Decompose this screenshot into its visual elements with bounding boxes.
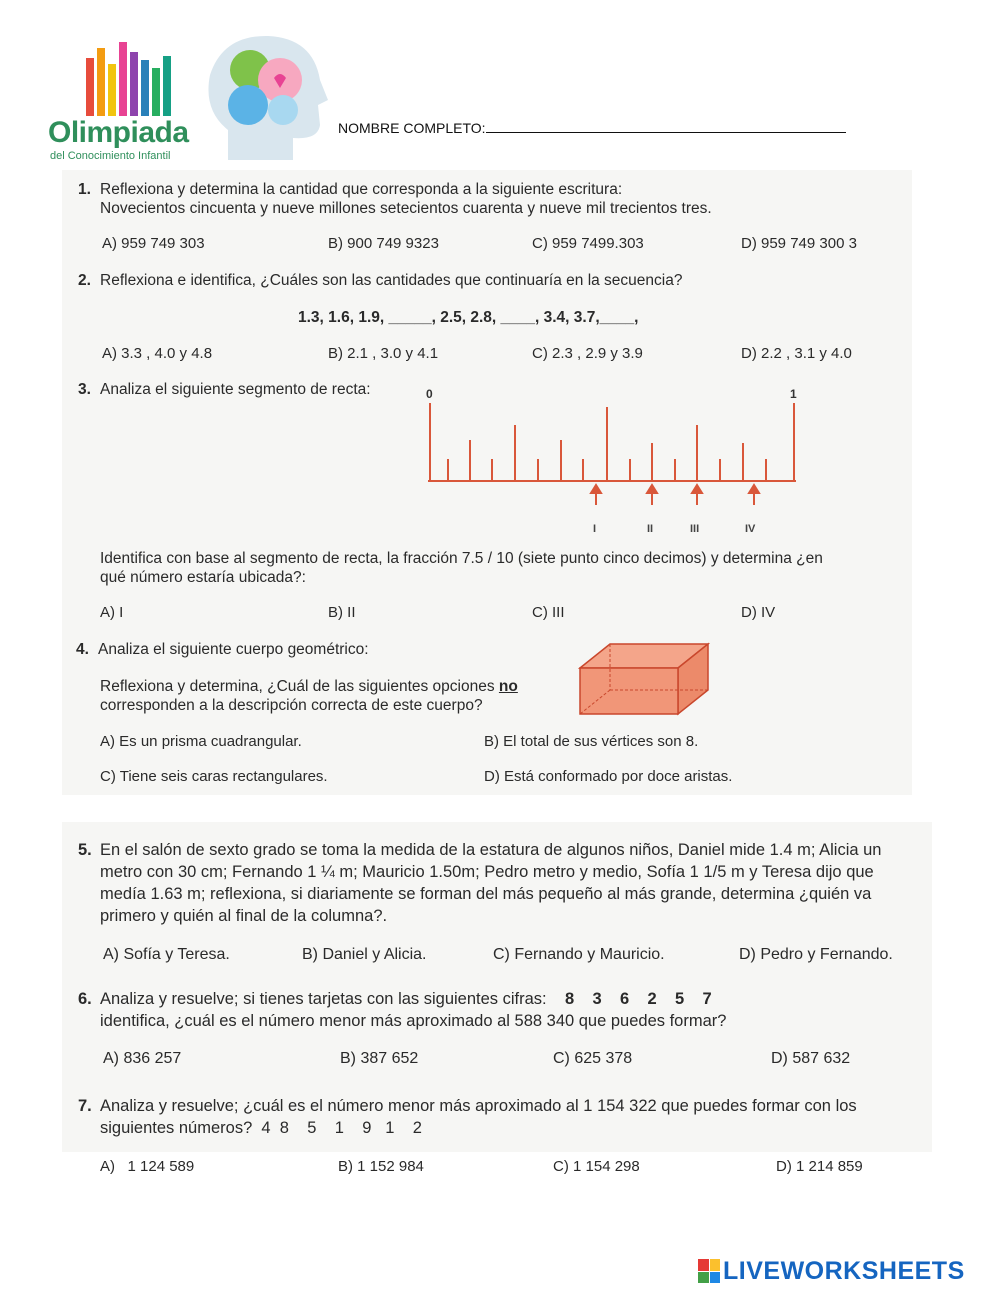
option-d[interactable]: D) Pedro y Fernando. <box>739 946 893 963</box>
logo-subtitle: del Conocimiento Infantil <box>50 150 171 162</box>
option-b[interactable]: B) 900 749 9323 <box>328 235 439 252</box>
question-text: Reflexiona y determina la cantidad que corresponda a la siguiente escritura: <box>100 181 623 198</box>
name-input[interactable] <box>486 118 846 133</box>
question-1 <box>78 180 712 218</box>
option-d[interactable]: D) 1 214 859 <box>776 1158 863 1175</box>
number-sequence: 1.3, 1.6, 1.9, _____, 2.5, 2.8, ____, 3.4, 3.7,____, <box>298 309 639 326</box>
marker-iv: IV <box>745 523 756 535</box>
head-profile-icon <box>198 30 333 165</box>
option-a[interactable]: A) 1 124 589 <box>100 1158 195 1175</box>
option-b[interactable]: B) 2.1 , 3.0 y 4.1 <box>328 345 439 362</box>
option-d[interactable]: D) Está conformado por doce aristas. <box>484 768 733 785</box>
question-number: 6. <box>78 990 92 1008</box>
question-3-prompt: Identifica con base al segmento de recta, la fracción 7.5 / 10 (siete punto cinco decimos) y determina ¿en qué número estaría ubicada?: <box>100 550 823 586</box>
option-a[interactable]: A) 959 749 303 <box>102 235 205 252</box>
option-d[interactable]: D) IV <box>741 604 776 621</box>
digit-cards: 8 3 6 2 5 7 <box>564 990 712 1008</box>
option-c[interactable]: C) 959 7499.303 <box>532 235 644 252</box>
number-line-diagram <box>418 385 818 540</box>
line-start-label: 0 <box>426 387 433 401</box>
option-c[interactable]: C) 2.3 , 2.9 y 3.9 <box>532 345 643 362</box>
brand-name: LIVEWORKSHEETS <box>723 1256 965 1285</box>
question-number: 3. <box>78 381 91 398</box>
question-number: 5. <box>78 841 92 859</box>
question-3 <box>78 380 371 399</box>
question-number: 1. <box>78 181 91 198</box>
question-number: 2. <box>78 272 91 289</box>
option-a[interactable]: A) 836 257 <box>103 1050 182 1067</box>
option-d[interactable]: D) 959 749 300 3 <box>741 235 857 252</box>
question-4-prompt: Reflexiona y determina, ¿Cuál de las siguientes opciones no corresponden a la descripción correcta de este cuerpo? <box>100 678 518 714</box>
option-c[interactable]: C) Fernando y Mauricio. <box>493 946 665 963</box>
question-6: 6. Analiza y resuelve; si tienes tarjetas con las siguientes cifras: 8 3 6 2 5 7 identifica, ¿cuál es el número menor más aproximado al 588 340 que puedes formar? <box>78 990 727 1030</box>
question-text: Analiza el siguiente segmento de recta: <box>100 381 371 398</box>
question-5: 5. En el salón de sexto grado se toma la medida de la estatura de algunos niños, Daniel mide 1.4 m; Alicia un metro con 30 cm; Fernando 1 ¼ m; Mauricio 1.50m; Pedro metro y medio, Sofía 1 1/5 m y Teresa dijo que medía 1.63 m; reflexiona, si diariamente se forman del más pequeño al más grande, determina ¿quién va primero y quién al final de la columna?. <box>78 841 882 925</box>
question-4 <box>76 640 369 659</box>
option-b[interactable]: B) 1 152 984 <box>338 1158 424 1175</box>
option-b[interactable]: B) El total de sus vértices son 8. <box>484 733 699 750</box>
live-badge-icon <box>698 1259 720 1283</box>
option-a[interactable]: A) I <box>100 604 124 621</box>
book-spines-icon <box>48 38 193 118</box>
option-b[interactable]: B) Daniel y Alicia. <box>302 946 427 963</box>
question-text-2: Novecientos cincuenta y nueve millones setecientos cuarenta y nueve mil trecientos tres. <box>100 200 712 217</box>
marker-ii: II <box>647 523 654 535</box>
option-c[interactable]: C) 1 154 298 <box>553 1158 640 1175</box>
name-label: NOMBRE COMPLETO: <box>338 120 486 136</box>
option-a[interactable]: A) Es un prisma cuadrangular. <box>100 733 302 750</box>
question-text: Reflexiona e identifica, ¿Cuáles son las cantidades que continuaría en la secuencia? <box>100 272 683 289</box>
question-number: 4. <box>76 641 89 658</box>
emphasis-no: no <box>498 678 518 695</box>
olimpiada-logo <box>48 38 193 168</box>
rectangular-prism-figure <box>576 640 716 718</box>
logo-title: Olimpiada <box>48 116 189 149</box>
marker-iii: III <box>690 523 700 535</box>
option-a[interactable]: A) Sofía y Teresa. <box>103 946 230 963</box>
option-d[interactable]: D) 2.2 , 3.1 y 4.0 <box>741 345 852 362</box>
option-d[interactable]: D) 587 632 <box>771 1050 851 1067</box>
option-b[interactable]: B) II <box>328 604 356 621</box>
option-c[interactable]: C) Tiene seis caras rectangulares. <box>100 768 328 785</box>
option-c[interactable]: C) III <box>532 604 565 621</box>
question-number: 7. <box>78 1097 92 1115</box>
option-c[interactable]: C) 625 378 <box>553 1050 633 1067</box>
question-text: Analiza el siguiente cuerpo geométrico: <box>98 641 369 658</box>
name-field[interactable] <box>338 118 846 136</box>
question-2 <box>78 271 682 290</box>
option-b[interactable]: B) 387 652 <box>340 1050 419 1067</box>
question-7: 7. Analiza y resuelve; ¿cuál es el número menor más aproximado al 1 154 322 que puedes formar con los siguientes números? 4 8 5 1 9 1 2 <box>78 1097 857 1137</box>
liveworksheets-logo <box>698 1256 965 1286</box>
marker-i: I <box>593 523 597 535</box>
option-a[interactable]: A) 3.3 , 4.0 y 4.8 <box>102 345 213 362</box>
number-line <box>418 385 818 540</box>
line-end-label: 1 <box>790 387 797 401</box>
